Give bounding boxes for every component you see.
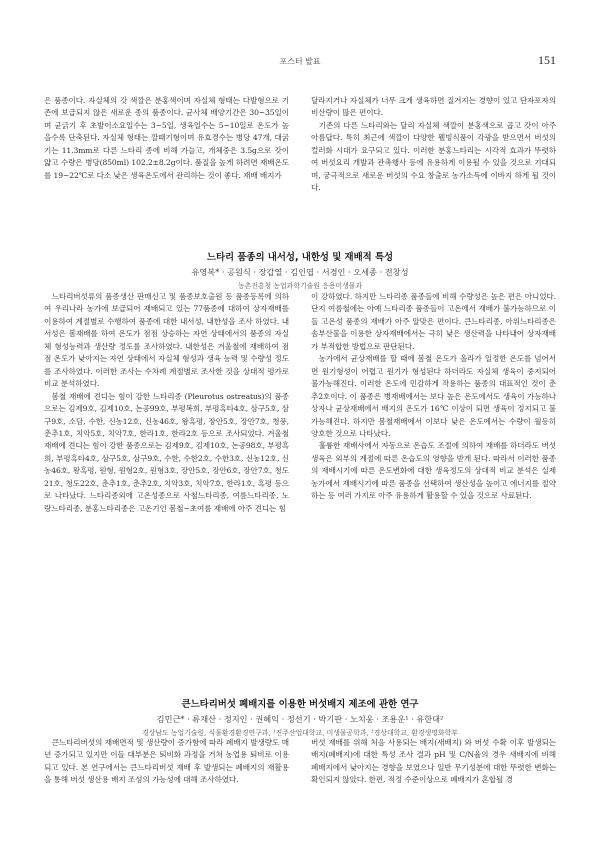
abstract1-paragraph-1: 느타리버섯류의 품종생산 판매신고 및 품종보호출원 등 품종등록에 의하여 우리나라 농가에 보급되어 재배되고 있는 77품종에 대하여 상자재배를 이용하여 계절별로 수행하여 품종에 대한 내서성, 내한성을 조사 하였다. 내서성은 봄재배를 하여 온도가 점점 상승하는 자연 상태에서의 품종의 자실체 형성능력과 생산량 정도를 조사하였다. 내한성은 겨울철에 재배하여 점점 온도가 낮아지는 자연 상태에서 자실체 형성과 생육 능력 및 수량성 정도를 조사하였다. 이러한 조사는 수차례 계절별로 조사한 것을 상대적 평가로 비교 분석하였다.: [44, 292, 289, 389]
abstract2-paragraph-2: 버섯 재배를 위해 처음 사용되는 배지(새배지) 와 버섯 수확 이후 발생되는 배지(폐배지)에 대한 특성 조사 결과 pH 및 C/N율의 경우 새배지에 비해 폐배지에서 낮아지는 경향을 보였으나 일반 무기성분에 대한 뚜렷한 변화는 확인되지 않았다. 한편, 적정 수준이상으로 폐배지가 혼합될 경: [311, 738, 556, 785]
abstract-king-oyster: [44, 696, 556, 737]
abstract-king-oyster-body: [44, 737, 556, 787]
abstract2-right-column: [311, 737, 556, 787]
top-left-paragraph: 은 품종이다. 자실체의 갓 색깔은 분홍색이며 자실체 형태는 다발형으로 기존에 보급되지 않은 새로운 종의 품종이다. 균사체 배양기간은 30~35일이며 균긁기 후 초발이소요일수는 3~5일, 생육일수는 5~10일로 온도가 높을수록 단축된다. 자실체 형태는 깔때기형이며 유효경수는 병당 47개, 대굵기는 11.3mm로 다른 느타리 종에 비해 가늘고, 개체중은 3.5g으로 갓이 얇고 수량은 병당(850ml) 102.2±8.2g이다. 품질을 높게 하려면 재배온도를 19~22℃로 다소 낮은 생육온도에서 관리하는 것이 좋다. 재배 배지가: [44, 96, 289, 180]
page-number: 151: [538, 53, 556, 67]
abstract-title: 느타리 품종의 내서성, 내한성 및 재배적 특성: [206, 252, 394, 263]
abstract1-right-column: [311, 291, 556, 515]
abstract2-paragraph-1: 큰느타리버섯의 재배면적 및 생산량이 증가함에 따라 폐배지 발생량도 매년 증가되고 있지만 이들 대부분은 퇴비화 과정을 거쳐 농업용 퇴비로 이용 되고 있다. 본 연구에서는 큰느타리버섯 재배 후 발생되는 폐배지의 재활용을 통해 버섯 생산용 배지 조성의 가능성에 대해 조사하였다.: [44, 738, 289, 785]
abstract1-paragraph-2: 봄철 재배에 견디는 힘이 강한 느타리종 (Pleurotus ostreatus)의 품종으로는 김제9호, 김제10호, 논공99호, 부평복희, 부평흑타4호, 삼구5호, 삼구9호, 소담, 수한, 신농12호, 신농46호, 왕흑평, 장안5호, 장안7호, 청풍, 춘추1호, 치악5호, 치악7호, 한라1호, 한라2호 등으로 조사되었다. 겨울철 재배에 견디는 힘이 강한 품종으로는 김제9호, 김제10호, 논공98호, 부평흑희, 부평흑타4호, 삼구5호, 삼구9호, 수한, 수한2호, 수한3호, 신농12호, 신농46호, 왕흑평, 원형, 원형2호, 원형3호, 장안5호, 장안6호, 장안7호, 청도21호, 청도22호, 춘추1호, 춘추2호, 치악3호, 치악7호, 한라1호, 흑평 등으로 나타났다. 느타리종외에 고온성종으로 사철느타리종, 여름느타리종, 노랑느타리종, 분홍느타리종은 고온기인 봄철~초여름 재배에 아주 견디는 힘: [44, 391, 289, 513]
top-right-paragraph-1: 달라지거나 자실체가 너무 크게 생육하면 질겨지는 경향이 있고 단자포자의 비산량이 많은 편이다.: [311, 96, 556, 118]
abstract-authors: 김민근* · 류재산 · 정지인 · 권혜익 · 정선기 · 박기판 · 노치웅 · 조용운¹ · 유한대²: [156, 714, 444, 724]
abstract-authors: 유영복* · 공원식 · 장갑열 · 김인엽 · 서경인 · 오세종 · 전창성: [191, 267, 409, 277]
abstract-oyster-body: [44, 291, 556, 515]
abstract1-left-column: [44, 291, 289, 515]
abstract1-paragraph-4: 농가에서 균상재배를 할 때에 봄철 온도가 올라가 일정한 온도를 넘어서면 원기형성이 어렵고 원기가 형성된다 하더라도 자실체 생육이 중지되어 불가능해진다. 이러한 온도에 민감하게 작용하는 품종의 대표적인 것이 춘추2호이다. 이 품종은 병재배에서는 보다 높은 온도에서도 생육이 가능하나 상자나 균상재배에서 배지의 온도가 16℃ 이상이 되면 생육이 정지되고 불가능해진다. 하지만 봄철재배에서 이보다 낮은 온도에서는 수량이 월등히 양호한 것으로 나타났다.: [311, 354, 556, 438]
abstract-title: 큰느타리버섯 폐배지를 이용한 버섯배지 제조에 관한 연구: [181, 699, 419, 710]
abstract-affiliation: 농촌진흥청 농업과학기술원 응용미생물과: [237, 282, 363, 290]
abstract1-paragraph-5: 훌륭한 재배사에서 자동으로 온습도 조절에 의하여 재배를 하더라도 버섯 생육은 외부의 계절에 따른 온습도의 영향을 받게 된다. 따라서 이러한 품종의 재배시기에 따른 온도변화에 대한 생육정도의 상대적 비교 분석은 실제 농가에서 재배시기에 따른 품종을 선택하여 생산성을 높이고 에너지를 절약하는 등 여러 가지로 아주 유용하게 활용할 수 있을 것으로 사료된다.: [311, 441, 556, 501]
top-right-column: [311, 95, 556, 195]
abstract1-paragraph-3: 이 강하였다. 하지만 느타리종 품종들에 비해 수량성은 높은 편은 아니었다. 단지 여름철에는 아예 느타리종 품종들이 고온에서 재배가 불가능하므로 이들 고온성 품종의 재배가 아주 알맞은 편이다. 큰느타리종, 아위느타리종은 솜부산물을 이용한 상자재배에서는 극히 낮은 생산력을 나타내어 상자재배가 부적합한 방법으로 판단된다.: [311, 292, 556, 351]
page-header: [44, 53, 556, 76]
abstract-affiliation: 경상남도 농업기술원, 식물환경환경연구과, ¹진주산업대학교, 미생물공학과, ²경상대학교, 환경생명화학부: [142, 729, 458, 737]
abstract-oyster-varieties: [44, 249, 556, 290]
running-head: 포스터 발표: [279, 57, 321, 66]
abstract2-left-column: [44, 737, 289, 787]
top-continuation: [44, 95, 556, 195]
top-left-column: [44, 95, 289, 195]
top-right-paragraph-2: 기존의 다른 느타리와는 달리 자실체 색깔이 분홍색으로 곱고 갓이 아주 아름답다. 특히 최근에 색깔이 다양한 웰빙식품이 각광을 받으면서 버섯의 컬러화 시대가 요구되고 있다. 이러한 분홍느타리는 시각적 효과가 뚜렷하여 버섯요리 개발과 관촉행사 등에 유용하게 이용될 수 있을 것으로 기대되며, 궁극적으로 새로운 버섯의 수요 창출로 농가소득에 이바지 하게 될 것이다.: [311, 120, 556, 193]
